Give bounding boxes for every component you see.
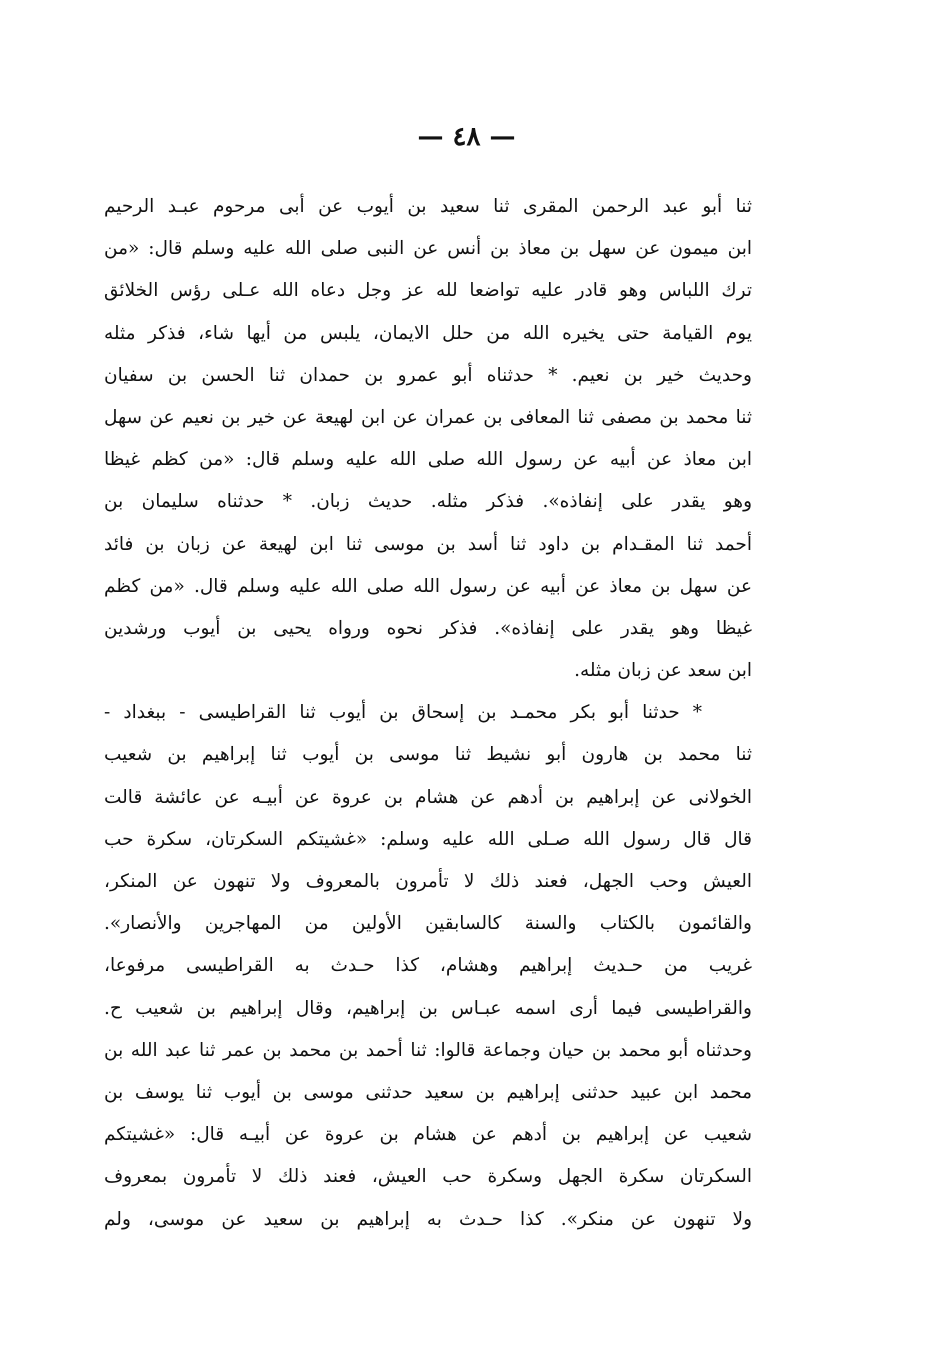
text-line: قال قال رسول الله صـلى الله عليه وسلم: «غشيتكم السكرتان، سكرة حب <box>104 828 752 850</box>
text-line: وحديث خير بن نعيم. * حدثناه أبو عمرو بن حمدان ثنا الحسن بن سفيان <box>104 364 752 386</box>
text-line: ولا تنهون عن منكر». كذا حـدث به إبراهيم بن سعيد عن موسى، ولم <box>104 1208 752 1230</box>
text-line: محمد ابن عبيد حدثنى إبراهيم بن سعيد حدثنى موسى بن أيوب ثنا يوسف بن <box>104 1081 752 1103</box>
text-line: الخولانى عن إبراهيم بن أدهم عن هشام بن عروة عن أبيـه عن عائشة قالت <box>104 786 752 808</box>
text-line: وهو يقدر على إنفاذه». فذكر مثله. حديث زبان. * حدثناه سليمان بن <box>104 491 752 513</box>
text-line: العيش وحب الجهل، فعند ذلك لا تأمرون بالمعروف ولا تنهون عن المنكر، <box>104 871 752 892</box>
text-line: ابن سعد عن زبان مثله. <box>574 660 752 682</box>
text-line: * حدثنا أبو بكر محمـد بن إسحاق بن أيوب ثنا القراطيسى - ببغداد - <box>104 702 702 724</box>
text-line: ابن معاذ عن أبيه عن رسول الله صلى الله عليه وسلم قال: «من كظم غيظا <box>104 449 752 471</box>
text-line: ثنا محمد بن هارون أبو نشيط ثنا موسى بن أيوب ثنا إبراهيم بن شعيب <box>104 744 752 766</box>
text-line: أحمد ثنا المقـدام بن داود ثنا أسد بن موسى ثنا ابن لهيعة عن زبان بن فائد <box>104 533 752 555</box>
text-line: والقراطيسى فيما أرى اسمه عبـاس بن إبراهيم، وقال إبراهيم بن شعيب ح. <box>104 997 752 1019</box>
text-line: ثنا أبو عبد الرحمن المقرى ثنا سعيد بن أيوب عن أبى مرحوم عبـد الرحيم <box>104 196 752 217</box>
text-line: عن سهل بن معاذ عن أبيه عن رسول الله صلى الله عليه وسلم قال. «من كظم <box>104 575 752 597</box>
text-line: ابن ميمون عن سهل بن معاذ بن أنس عن النبى صلى الله عليه وسلم قال: «من <box>104 238 752 260</box>
text-line: والقائمون بالكتاب والسنة كالسابقين الأولين من المهاجرين والأنصار». <box>104 913 752 935</box>
text-line: وحدثناه أبو محمد بن حيان وجماعة قالوا: ثنا أحمد بن محمد بن عمر ثنا عبد الله بن <box>104 1039 752 1061</box>
text-line: السكرتان سكرة الجهل وسكرة حب العيش، فعند ذلك لا تأمرون بمعروف <box>104 1166 752 1188</box>
page-number: — ٤٨ — <box>417 122 516 152</box>
text-line: غريب من حـديث إبراهيم وهشام، كذا حـدث به القراطيسى مرفوعا، <box>104 955 752 977</box>
text-line: غيظا وهو يقدر على إنفاذه». فذكر نحوه ورواه يحيى بن أيوب ورشدين <box>104 617 752 639</box>
text-line: ترك اللباس وهو قادر عليه تواضعا لله عز وجل دعاه الله عـلى رؤس الخلائق <box>104 280 752 302</box>
text-line: ثنا محمد بن مصفى ثنا المعافى بن عمران عن ابن لهيعة عن خير بن نعيم عن سهل <box>104 406 752 428</box>
text-line: شعيب عن إبراهيم بن أدهم عن هشام بن عروة عن أبيـه قال: «غشيتكم <box>104 1124 752 1146</box>
text-line: يوم القيامة حتى يخيره الله من حلل الايمان، يلبس من أيها شاء، فذكر مثله <box>104 322 752 344</box>
page-body <box>104 186 752 1241</box>
